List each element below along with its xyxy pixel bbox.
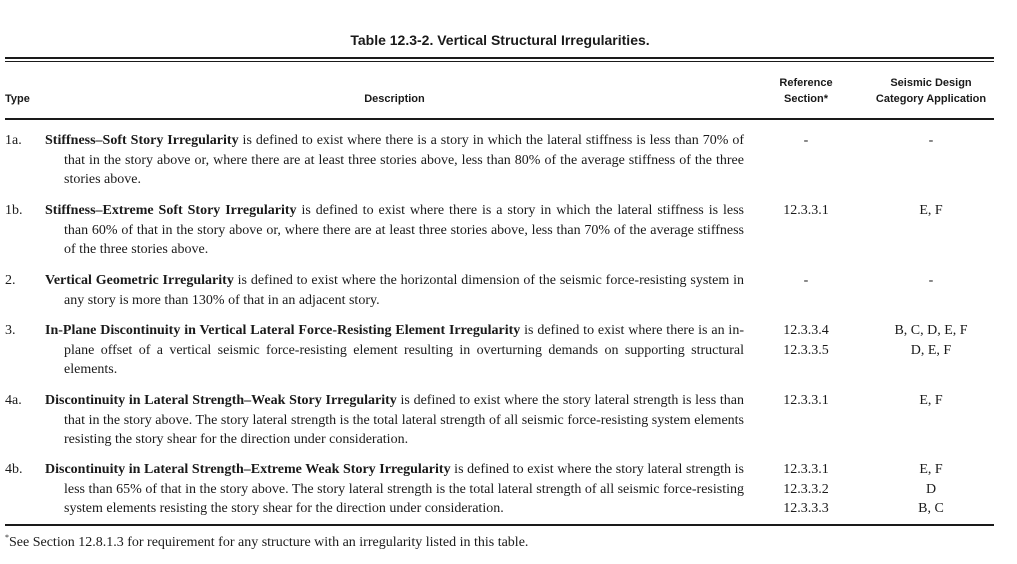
- row-category: D, E, F: [910, 342, 952, 358]
- row-term: Vertical Geometric Irregularity: [45, 273, 234, 288]
- row-description: [45, 460, 744, 519]
- row-category: D: [925, 481, 937, 497]
- row-references: [760, 321, 852, 360]
- header-type: Type: [5, 93, 30, 105]
- header-category-line1: Seismic Design: [890, 77, 972, 89]
- row-text: is defined to exist where there is an in-plane offset of a vertical seismic force-resisting element resulting in overturning demands on supporting structural elements.: [64, 323, 744, 377]
- row-description: [45, 271, 744, 310]
- row-reference: 12.3.3.1: [783, 462, 829, 477]
- row-categories: [866, 321, 996, 360]
- row-type: 1b.: [5, 203, 23, 218]
- row-text: is defined to exist where there is a story in which the lateral stiffness is less than 70% of that in the story above or, where there are at least three stories above, less than 80% of the average stiffness of the three stories above.: [64, 133, 745, 187]
- row-category: E, F: [919, 462, 943, 477]
- row-term: Stiffness–Soft Story Irregularity: [45, 133, 239, 148]
- row-text: is defined to exist where there is a story in which the lateral stiffness is less than 60% of that in the story above or, where there are at least three stories above, less than 70% of the average stiffness of the three stories above.: [64, 203, 744, 257]
- header-reference-line1: Reference: [779, 77, 833, 89]
- footnote-marker: *: [5, 533, 9, 542]
- row-categories: [866, 391, 996, 411]
- row-text: is defined to exist where the horizontal dimension of the seismic force-resisting system in any story is more than 130% of that in an adjacent story.: [64, 273, 744, 308]
- row-reference: 12.3.3.1: [783, 203, 829, 218]
- row-categories: [866, 131, 996, 151]
- row-reference: 12.3.3.4: [783, 323, 829, 338]
- row-category: E, F: [919, 203, 943, 218]
- row-category: E, F: [919, 393, 943, 408]
- top-double-rule-lower: [5, 61, 994, 62]
- row-references: [760, 460, 852, 519]
- header-description: Description: [364, 93, 425, 105]
- header-category-line2: Category Application: [875, 93, 987, 105]
- row-reference: 12.3.3.3: [783, 501, 829, 516]
- row-category: B, C, D, E, F: [894, 323, 968, 338]
- row-description: [45, 391, 744, 450]
- row-term: Discontinuity in Lateral Strength–Weak Story Irregularity: [45, 393, 397, 408]
- row-categories: [866, 271, 996, 291]
- footnote-text: See Section 12.8.1.3 for requirement for any structure with an irregularity listed in this table.: [9, 535, 529, 550]
- row-category: -: [928, 273, 934, 288]
- header-category-application: [866, 75, 996, 107]
- header-reference-section: [760, 75, 852, 107]
- row-categories: [866, 460, 996, 519]
- row-reference: 12.3.3.5: [783, 342, 829, 358]
- row-references: [760, 131, 852, 151]
- bottom-rule: [5, 524, 994, 526]
- row-description: [45, 321, 744, 380]
- row-type: 1a.: [5, 133, 22, 148]
- table-title: Table 12.3-2. Vertical Structural Irregularities.: [350, 32, 650, 48]
- header-reference-line2: Section*: [783, 93, 828, 105]
- row-category: -: [928, 133, 934, 148]
- row-references: [760, 201, 852, 221]
- row-description: [45, 131, 744, 190]
- row-references: [760, 271, 852, 291]
- footnote: [5, 534, 528, 552]
- row-categories: [866, 201, 996, 221]
- row-category: B, C: [918, 501, 944, 516]
- top-double-rule-upper: [5, 57, 994, 59]
- row-type: 4a.: [5, 393, 22, 408]
- row-term: Discontinuity in Lateral Strength–Extreme Weak Story Irregularity: [45, 462, 451, 477]
- row-reference: 12.3.3.2: [783, 481, 829, 497]
- row-type: 3.: [5, 323, 16, 338]
- header-rule: [5, 118, 994, 120]
- row-term: In-Plane Discontinuity in Vertical Lateral Force-Resisting Element Irregularity: [45, 323, 521, 338]
- row-type: 4b.: [5, 462, 23, 477]
- row-type: 2.: [5, 273, 16, 288]
- row-text: is defined to exist where the story lateral strength is less than 65% of that in the story above. The story lateral strength is the total lateral strength of all seismic force-resisting system elements resisting the story shear for the direction under consideration.: [64, 462, 744, 516]
- row-description: [45, 201, 744, 260]
- row-reference: -: [803, 273, 809, 288]
- row-reference: 12.3.3.1: [783, 393, 829, 408]
- row-reference: -: [803, 133, 809, 148]
- row-term: Stiffness–Extreme Soft Story Irregularity: [45, 203, 297, 218]
- row-text: is defined to exist where the story lateral strength is less than that in the story above. The story lateral strength is the total lateral strength of all seismic force-resisting system elements resisting the story shear for the direction under consideration.: [64, 393, 744, 447]
- row-references: [760, 391, 852, 411]
